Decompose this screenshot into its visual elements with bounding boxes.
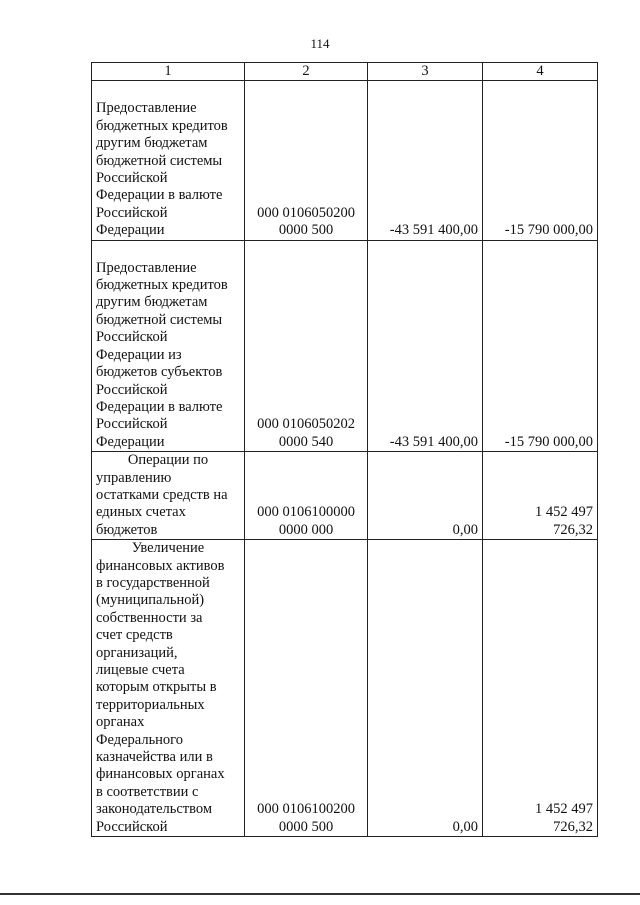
row-name-cell: Предоставление бюджетных кредитов другим бюджетам бюджетной системы Российской Федерации в валюте Российской Федерации (92, 81, 245, 240)
row-col4-cell: 1 452 497 726,32 (483, 452, 598, 540)
row-col3-cell: -43 591 400,00 (368, 81, 483, 240)
row-code-cell: 000 0106050200 0000 500 (245, 81, 368, 240)
budget-table (91, 62, 598, 837)
row-code-cell: 000 0106050202 0000 540 (245, 240, 368, 451)
table-row (92, 81, 598, 240)
page-number: 114 (310, 36, 330, 51)
table-row (92, 540, 598, 837)
row-name-cell: Увеличение финансовых активов в государственной (муниципальной) собственности за счет средств организаций, лицевые счета которым открыты в территориальных органах Федерального казначейства или в финансовых органах в соответствии с законодательством Российской (92, 540, 245, 837)
row-col3-cell: 0,00 (368, 452, 483, 540)
row-code-cell: 000 0106100200 0000 500 (245, 540, 368, 837)
row-col3-cell: -43 591 400,00 (368, 240, 483, 451)
row-col4-cell: 1 452 497 726,32 (483, 540, 598, 837)
row-col4-cell: -15 790 000,00 (483, 81, 598, 240)
table-row (92, 452, 598, 540)
table-header-row (92, 63, 598, 81)
column-header: 1 (92, 63, 245, 81)
row-name-cell: Предоставление бюджетных кредитов другим бюджетам бюджетной системы Российской Федерации из бюджетов субъектов Российской Федерации в валюте Российской Федерации (92, 240, 245, 451)
row-col3-cell: 0,00 (368, 540, 483, 837)
row-col4-cell: -15 790 000,00 (483, 240, 598, 451)
row-code-cell: 000 0106100000 0000 000 (245, 452, 368, 540)
column-header: 4 (483, 63, 598, 81)
page-bottom-rule (0, 893, 640, 895)
column-header: 2 (245, 63, 368, 81)
row-name-cell: Операции по управлению остатками средств на единых счетах бюджетов (92, 452, 245, 540)
table-row (92, 240, 598, 451)
column-header: 3 (368, 63, 483, 81)
